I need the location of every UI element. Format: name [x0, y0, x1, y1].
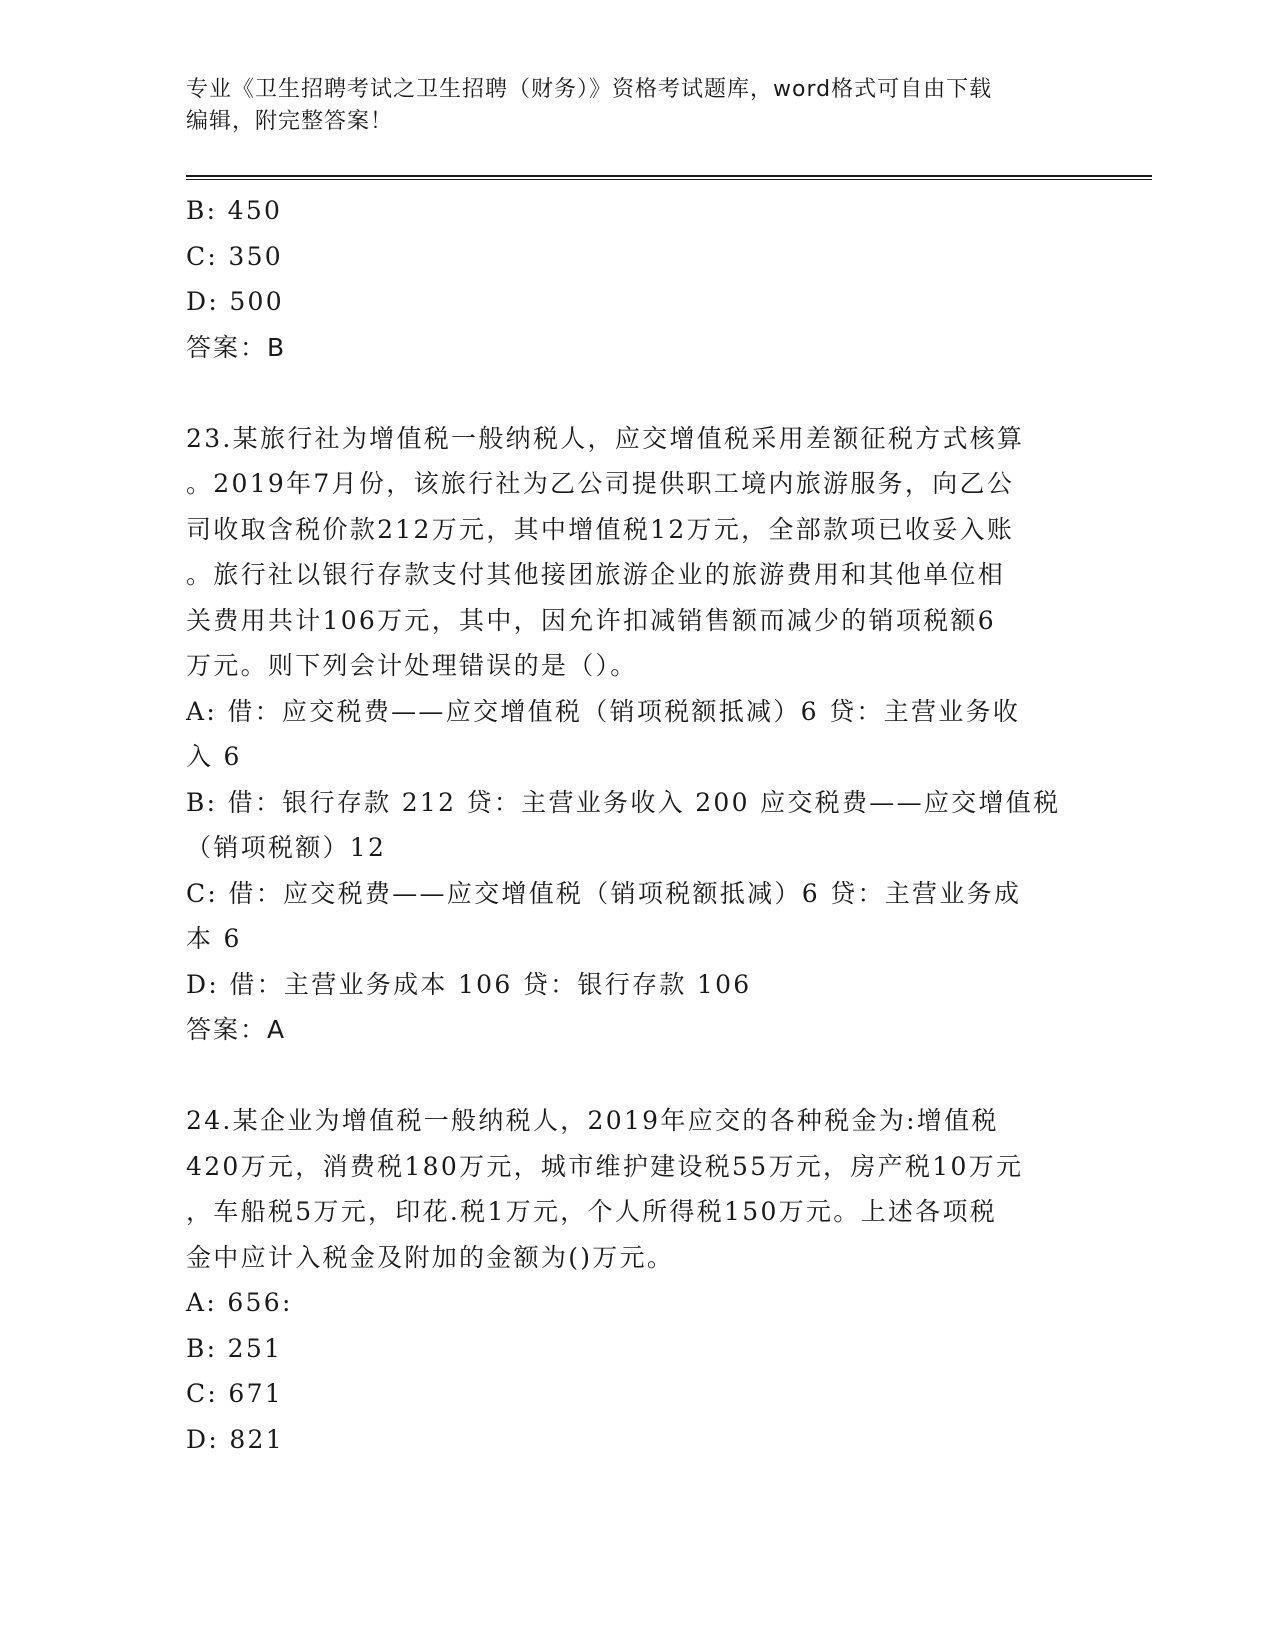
question-stem-line: 420万元，消费税180万元，城市维护建设税55万元，房产税10万元	[186, 1151, 1024, 1181]
header-line: 专业《卫生招聘考试之卫生招聘（财务）》资格考试题库，word格式可自由下载	[186, 77, 993, 102]
option-d: D: 500	[186, 287, 284, 316]
option-b: B: 450	[186, 196, 283, 225]
question-24	[186, 1098, 1086, 1462]
option-line: A: 借：应交税费——应交增值税（销项税额抵减）6 贷：主营业务收	[186, 696, 1021, 726]
header-line: 编辑，附完整答案！	[186, 109, 394, 134]
question-stem-line: 关费用共计106万元，其中，因允许扣减销售额而减少的销项税额6	[186, 605, 996, 635]
option-line: D: 借：主营业务成本 106 贷：银行存款 106	[186, 969, 752, 999]
question-stem-line: ，车船税5万元，印花.税1万元，个人所得税150万元。上述各项税	[186, 1197, 998, 1226]
option-c: C: 350	[186, 241, 284, 271]
question-stem-line: 。旅行社以银行存款支付其他接团旅游企业的旅游费用和其他单位相	[186, 560, 1006, 589]
question-stem-line: 万元。则下列会计处理错误的是（）。	[186, 651, 638, 680]
answer-line: 答案：B	[186, 332, 287, 362]
option-line: 本 6	[186, 924, 242, 953]
option-line: 入 6	[186, 742, 242, 771]
option-d: D: 821	[186, 1424, 284, 1454]
answer-line: 答案：A	[186, 1015, 287, 1044]
question-stem-line: 司收取含税价款212万元，其中增值税12万元，全部款项已收妥入账	[186, 514, 1015, 544]
question-stem-line: 23.某旅行社为增值税一般纳税人，应交增值税采用差额征税方式核算	[186, 423, 1025, 453]
header-rule	[186, 175, 1152, 180]
option-a: A: 656:	[186, 1288, 293, 1317]
option-line: B: 借：银行存款 212 贷：主营业务收入 200 应交税费——应交增值税	[186, 787, 1061, 817]
question-stem-line: 24.某企业为增值税一般纳税人，2019年应交的各种税金为:增值税	[186, 1106, 999, 1135]
page-header	[186, 74, 1076, 138]
option-line: （销项税额）12	[186, 833, 387, 862]
question-stem-line: 。2019年7月份，该旅行社为乙公司提供职工境内旅游服务，向乙公	[186, 469, 1015, 498]
spacer	[186, 1053, 1086, 1099]
option-c: C: 671	[186, 1379, 284, 1408]
option-b: B: 251	[186, 1333, 283, 1363]
prev-question	[186, 188, 1086, 370]
document-body	[186, 188, 1086, 1462]
question-stem-line: 金中应计入税金及附加的金额为()万元。	[186, 1242, 675, 1272]
spacer	[186, 370, 1086, 416]
option-line: C: 借：应交税费——应交增值税（销项税额抵减）6 贷：主营业务成	[186, 878, 1022, 908]
question-23	[186, 416, 1086, 1053]
